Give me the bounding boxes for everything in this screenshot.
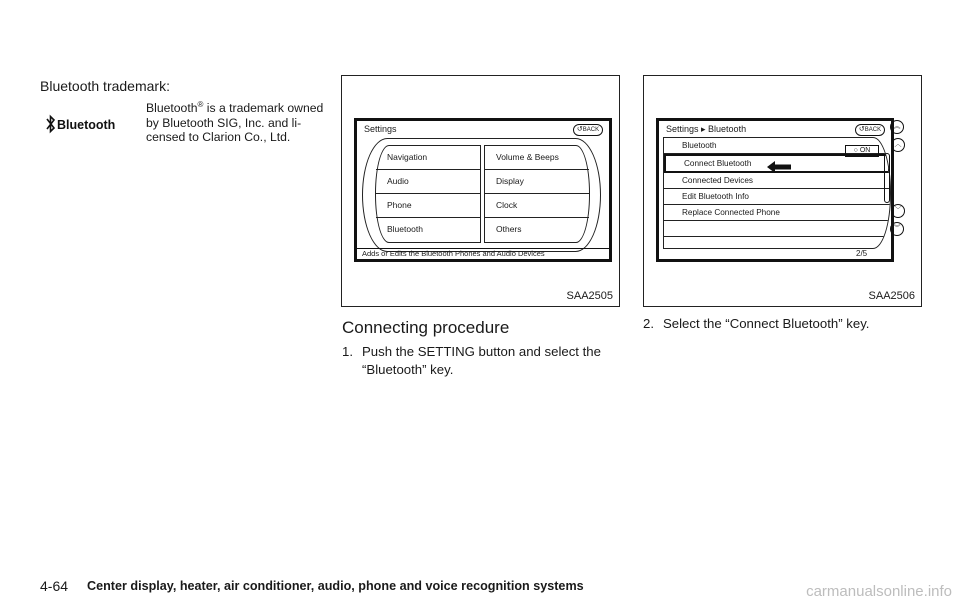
menu-left-column	[375, 145, 481, 243]
bluetooth-screen	[656, 118, 894, 262]
bluetooth-rune-icon	[47, 117, 54, 132]
trademark-text-main: Bluetooth	[146, 101, 198, 116]
step-number: 1.	[342, 344, 353, 359]
watermark: carmanualsonline.info	[806, 583, 952, 600]
settings-screen	[354, 118, 612, 262]
screen-title: Settings ▸ Bluetooth	[666, 124, 747, 134]
back-button[interactable]	[573, 124, 603, 136]
figure-code: SAA2505	[566, 290, 613, 302]
list-item-connect-bluetooth[interactable]: Connect Bluetooth	[664, 154, 890, 173]
back-button[interactable]	[855, 124, 885, 136]
chevron-up-icon[interactable]: ︿	[891, 138, 905, 152]
scrollbar[interactable]	[884, 153, 890, 203]
back-label: BACK	[582, 127, 600, 133]
chevron-down-icon[interactable]: ﹀	[891, 204, 905, 218]
menu-right-column	[484, 145, 590, 243]
bluetooth-on-toggle[interactable]	[845, 145, 879, 157]
list-item-bluetooth[interactable]: Bluetooth	[664, 138, 890, 154]
step-text: Push the SETTING button and select the “Bluetooth” key.	[362, 344, 601, 377]
page-indicator: 2/5	[856, 249, 868, 258]
step-2	[643, 316, 869, 331]
back-arrow-icon: ↺	[576, 126, 583, 133]
list-item-edit-bluetooth-info[interactable]: Edit Bluetooth Info	[664, 189, 890, 205]
step-1	[342, 343, 617, 378]
menu-item-others[interactable]: Others	[496, 224, 522, 234]
bluetooth-logo	[44, 114, 124, 134]
figure-bluetooth-screen	[643, 75, 922, 307]
bluetooth-logo-text: Bluetooth	[57, 118, 116, 132]
double-chevron-up-icon[interactable]: ︽	[890, 120, 904, 134]
menu-item-audio[interactable]: Audio	[376, 170, 480, 194]
step-number: 2.	[643, 316, 654, 331]
menu-item-clock[interactable]: Clock	[485, 194, 589, 218]
trademark-text-rest: is a trademark owned by Bluetooth SIG, Inc. and li-censed to Clarion Co., Ltd.	[146, 101, 324, 145]
menu-item-bluetooth[interactable]: Bluetooth	[387, 224, 423, 234]
trademark-text	[146, 98, 326, 145]
list-item-empty	[664, 221, 890, 237]
indicator-icon: ○	[853, 147, 858, 154]
status-line: Adds or Edits the Bluetooth Phones and Audio Devices	[357, 248, 609, 259]
figure-code: SAA2506	[868, 290, 915, 302]
list-item-replace-connected-phone[interactable]: Replace Connected Phone	[664, 205, 890, 221]
menu-item-display[interactable]: Display	[485, 170, 589, 194]
back-arrow-icon: ↺	[858, 126, 865, 133]
step-text: Select the “Connect Bluetooth” key.	[663, 316, 870, 331]
page-number: 4-64	[40, 578, 69, 594]
on-label: ON	[859, 147, 871, 154]
section-footer: Center display, heater, air conditioner, audio, phone and voice recognition systems	[87, 579, 584, 593]
menu-item-volume-beeps[interactable]: Volume & Beeps	[485, 146, 589, 170]
screen-title: Settings	[364, 124, 397, 134]
double-chevron-down-icon[interactable]: ︾	[890, 222, 904, 236]
menu-item-phone[interactable]: Phone	[376, 194, 480, 218]
trademark-heading: Bluetooth trademark:	[40, 78, 170, 94]
pointer-arrow-icon	[767, 161, 791, 173]
back-label: BACK	[864, 127, 882, 133]
figure-settings-screen	[341, 75, 620, 307]
registered-mark: ®	[197, 100, 204, 109]
menu-item-navigation[interactable]: Navigation	[376, 146, 480, 170]
section-heading: Connecting procedure	[342, 318, 510, 337]
list-item-connected-devices[interactable]: Connected Devices	[664, 173, 890, 189]
